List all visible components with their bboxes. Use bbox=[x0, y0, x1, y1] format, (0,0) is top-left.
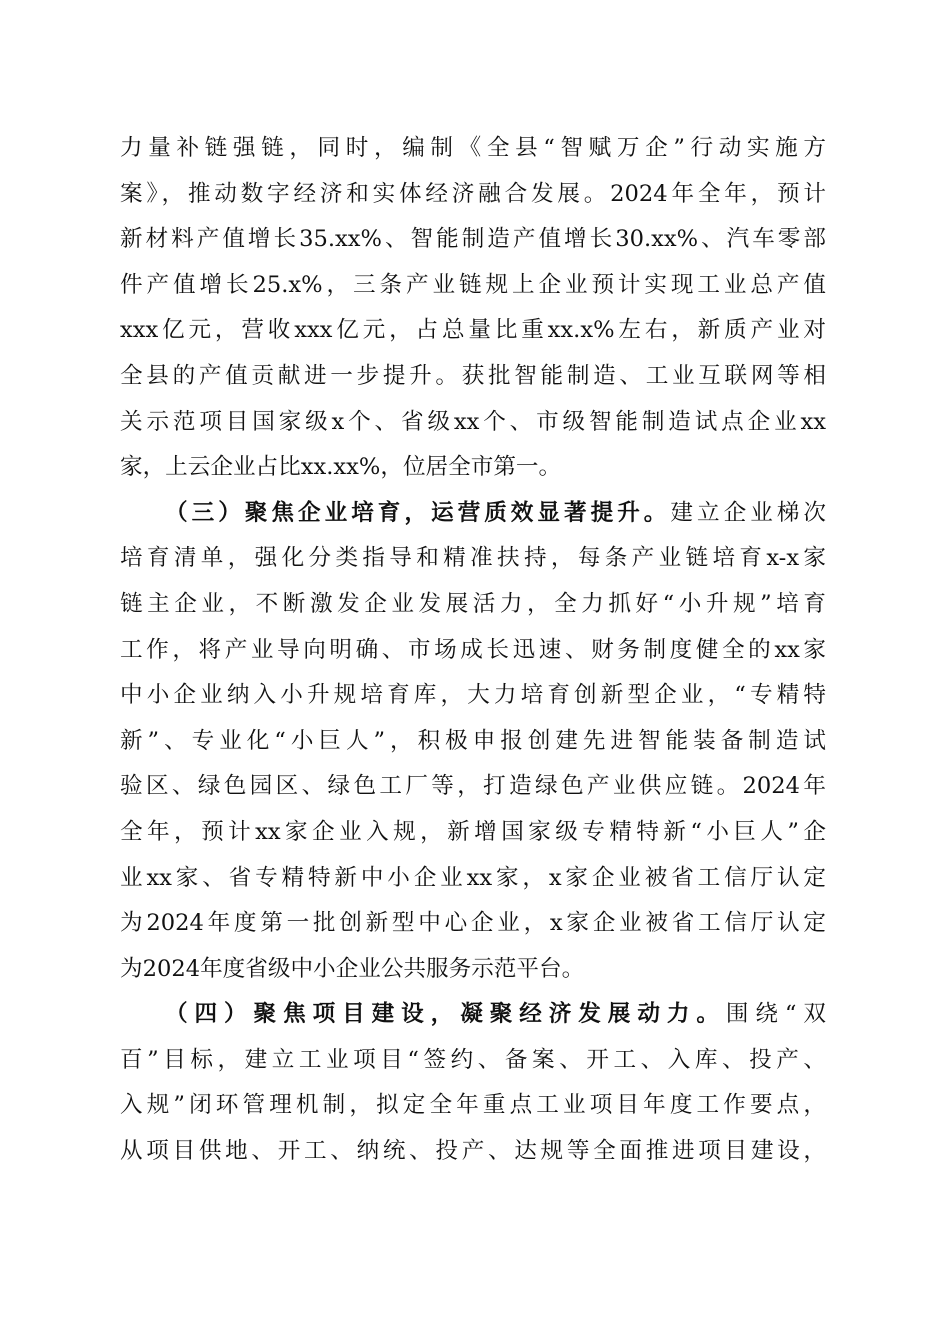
text-line: 从项目供地、开工、纳统、投产、达规等全面推进项目建设， bbox=[120, 1138, 826, 1165]
paragraph-first-line bbox=[120, 491, 826, 537]
paragraph-industry-chain bbox=[120, 126, 826, 491]
text-line: 业xx家、省专精特新中小企业xx家，x家企业被省工信厅认定 bbox=[120, 864, 826, 891]
text-line: 全年，预计xx家企业入规，新增国家级专精特新“小巨人”企 bbox=[120, 818, 826, 845]
text-line: 力量补链强链，同时，编制《全县“智赋万企”行动实施方 bbox=[120, 135, 826, 161]
text-line: 新材料产值增长35.xx%、智能制造产值增长30.xx%、汽车零部 bbox=[120, 226, 826, 253]
text-line: 中小企业纳入小升规培育库，大力培育创新型企业，“专精特 bbox=[120, 682, 826, 709]
text-line: 全县的产值贡献进一步提升。获批智能制造、工业互联网等相 bbox=[120, 362, 826, 389]
text-line: 工作，将产业导向明确、市场成长迅速、财务制度健全的xx家 bbox=[120, 636, 826, 663]
section-heading-4: （四）聚焦项目建设，凝聚经济发展动力。 bbox=[165, 1001, 726, 1028]
paragraph-enterprise-cultivation bbox=[120, 491, 826, 993]
text-fragment: 围绕“双 bbox=[725, 1001, 827, 1028]
text-line: 家，上云企业占比xx.xx%，位居全市第一。 bbox=[120, 454, 562, 481]
text-line: 百”目标，建立工业项目“签约、备案、开工、入库、投产、 bbox=[120, 1046, 826, 1073]
text-line: 案》，推动数字经济和实体经济融合发展。2024年全年，预计 bbox=[120, 180, 826, 207]
section-heading-3: （三）聚焦企业培育，运营质效显著提升。 bbox=[165, 499, 671, 526]
document-body bbox=[120, 126, 826, 1175]
paragraph-project-construction bbox=[120, 992, 826, 1174]
text-line: 入规”闭环管理机制，拟定全年重点工业项目年度工作要点， bbox=[120, 1092, 826, 1119]
text-line: xxx亿元，营收xxx亿元，占总量比重xx.x%左右，新质产业对 bbox=[120, 317, 826, 344]
paragraph-first-line bbox=[120, 992, 826, 1038]
text-line: 培育清单，强化分类指导和精准扶持，每条产业链培育x-x家 bbox=[120, 545, 826, 572]
text-line: 件产值增长25.x%，三条产业链规上企业预计实现工业总产值 bbox=[120, 271, 826, 298]
text-line: 为2024年度省级中小企业公共服务示范平台。 bbox=[120, 955, 585, 982]
text-line: 新”、专业化“小巨人”，积极申报创建先进智能装备制造试 bbox=[120, 727, 826, 754]
text-fragment: 建立企业梯次 bbox=[670, 499, 827, 526]
text-line: 验区、绿色园区、绿色工厂等，打造绿色产业供应链。2024年 bbox=[120, 773, 826, 800]
text-line: 为2024年度第一批创新型中心企业，x家企业被省工信厅认定 bbox=[120, 910, 826, 937]
text-line: 关示范项目国家级x个、省级xx个、市级智能制造试点企业xx bbox=[120, 408, 826, 435]
text-line: 链主企业，不断激发企业发展活力，全力抓好“小升规”培育 bbox=[120, 590, 826, 617]
